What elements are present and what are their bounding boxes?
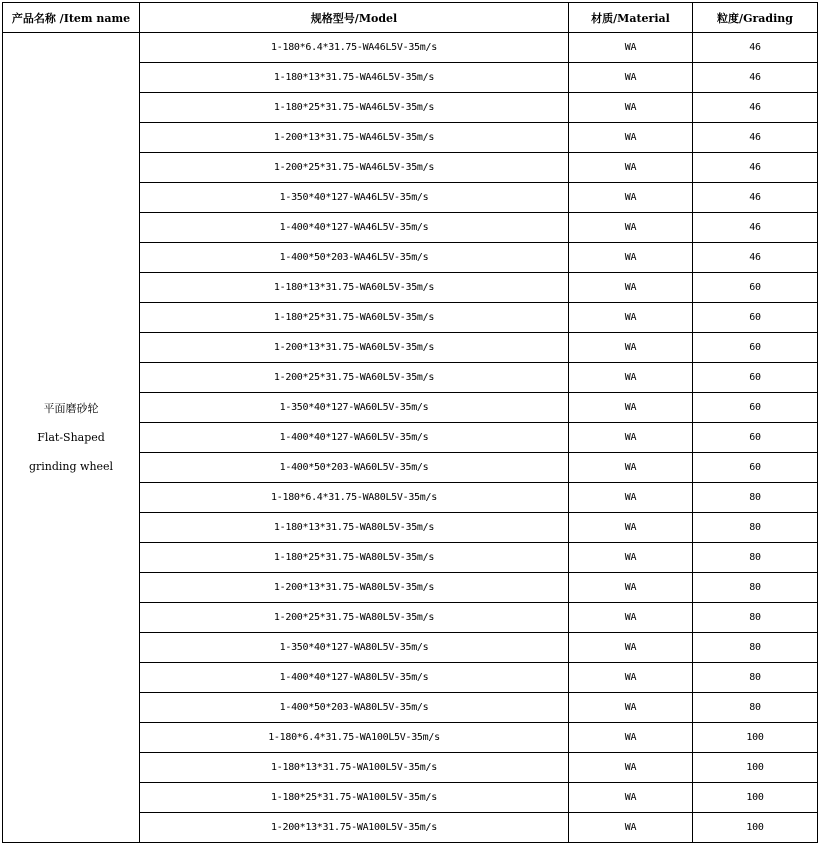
material-cell: WA <box>569 393 693 423</box>
model-cell: 1-180*13*31.75-WA80L5V-35m/s <box>140 513 569 543</box>
grading-cell: 100 <box>693 753 818 783</box>
product-name-cell <box>3 33 140 843</box>
grading-cell: 80 <box>693 513 818 543</box>
grading-cell: 46 <box>693 33 818 63</box>
header-item-name: 产品名称 /Item name <box>3 3 140 33</box>
model-cell: 1-350*40*127-WA80L5V-35m/s <box>140 633 569 663</box>
material-cell: WA <box>569 603 693 633</box>
model-cell: 1-200*13*31.75-WA60L5V-35m/s <box>140 333 569 363</box>
table-body <box>3 33 818 843</box>
model-cell: 1-180*6.4*31.75-WA100L5V-35m/s <box>140 723 569 753</box>
material-cell: WA <box>569 183 693 213</box>
model-cell: 1-400*50*203-WA46L5V-35m/s <box>140 243 569 273</box>
material-cell: WA <box>569 153 693 183</box>
model-cell: 1-400*40*127-WA80L5V-35m/s <box>140 663 569 693</box>
material-cell: WA <box>569 483 693 513</box>
model-cell: 1-400*40*127-WA46L5V-35m/s <box>140 213 569 243</box>
material-cell: WA <box>569 753 693 783</box>
header-row <box>3 3 818 33</box>
grading-cell: 46 <box>693 123 818 153</box>
material-cell: WA <box>569 33 693 63</box>
material-cell: WA <box>569 213 693 243</box>
material-cell: WA <box>569 243 693 273</box>
model-cell: 1-180*13*31.75-WA100L5V-35m/s <box>140 753 569 783</box>
table-row <box>3 33 818 63</box>
material-cell: WA <box>569 93 693 123</box>
model-cell: 1-200*25*31.75-WA60L5V-35m/s <box>140 363 569 393</box>
material-cell: WA <box>569 693 693 723</box>
model-cell: 1-180*6.4*31.75-WA80L5V-35m/s <box>140 483 569 513</box>
product-name-en-line2: grinding wheel <box>28 460 114 473</box>
model-cell: 1-180*6.4*31.75-WA46L5V-35m/s <box>140 33 569 63</box>
material-cell: WA <box>569 363 693 393</box>
grading-cell: 46 <box>693 93 818 123</box>
model-cell: 1-180*25*31.75-WA80L5V-35m/s <box>140 543 569 573</box>
grading-cell: 80 <box>693 603 818 633</box>
grading-cell: 80 <box>693 543 818 573</box>
model-cell: 1-180*25*31.75-WA100L5V-35m/s <box>140 783 569 813</box>
grading-cell: 46 <box>693 63 818 93</box>
model-cell: 1-180*25*31.75-WA46L5V-35m/s <box>140 93 569 123</box>
model-cell: 1-200*13*31.75-WA80L5V-35m/s <box>140 573 569 603</box>
material-cell: WA <box>569 303 693 333</box>
material-cell: WA <box>569 123 693 153</box>
grading-cell: 46 <box>693 243 818 273</box>
grading-cell: 60 <box>693 423 818 453</box>
model-cell: 1-180*25*31.75-WA60L5V-35m/s <box>140 303 569 333</box>
grading-cell: 60 <box>693 273 818 303</box>
material-cell: WA <box>569 633 693 663</box>
grading-cell: 46 <box>693 213 818 243</box>
material-cell: WA <box>569 663 693 693</box>
grading-cell: 46 <box>693 153 818 183</box>
model-cell: 1-400*50*203-WA60L5V-35m/s <box>140 453 569 483</box>
grading-cell: 46 <box>693 183 818 213</box>
model-cell: 1-180*13*31.75-WA60L5V-35m/s <box>140 273 569 303</box>
grading-cell: 60 <box>693 393 818 423</box>
model-cell: 1-400*50*203-WA80L5V-35m/s <box>140 693 569 723</box>
grading-cell: 60 <box>693 303 818 333</box>
material-cell: WA <box>569 543 693 573</box>
material-cell: WA <box>569 333 693 363</box>
model-cell: 1-350*40*127-WA46L5V-35m/s <box>140 183 569 213</box>
header-material: 材质/Material <box>569 3 693 33</box>
grading-cell: 80 <box>693 633 818 663</box>
model-cell: 1-200*13*31.75-WA100L5V-35m/s <box>140 813 569 843</box>
grading-cell: 100 <box>693 723 818 753</box>
model-cell: 1-200*13*31.75-WA46L5V-35m/s <box>140 123 569 153</box>
material-cell: WA <box>569 63 693 93</box>
product-name-en-line1: Flat-Shaped <box>37 431 105 444</box>
model-cell: 1-180*13*31.75-WA46L5V-35m/s <box>140 63 569 93</box>
material-cell: WA <box>569 273 693 303</box>
grading-cell: 100 <box>693 813 818 843</box>
grading-cell: 60 <box>693 453 818 483</box>
grading-cell: 60 <box>693 363 818 393</box>
grading-cell: 80 <box>693 573 818 603</box>
material-cell: WA <box>569 783 693 813</box>
material-cell: WA <box>569 723 693 753</box>
header-grading: 粒度/Grading <box>693 3 818 33</box>
model-cell: 1-350*40*127-WA60L5V-35m/s <box>140 393 569 423</box>
grading-cell: 80 <box>693 483 818 513</box>
material-cell: WA <box>569 453 693 483</box>
grading-cell: 100 <box>693 783 818 813</box>
model-cell: 1-200*25*31.75-WA80L5V-35m/s <box>140 603 569 633</box>
material-cell: WA <box>569 573 693 603</box>
grading-cell: 80 <box>693 663 818 693</box>
product-name-cn: 平面磨砂轮 <box>43 402 99 415</box>
material-cell: WA <box>569 423 693 453</box>
material-cell: WA <box>569 813 693 843</box>
grading-cell: 60 <box>693 333 818 363</box>
grading-cell: 80 <box>693 693 818 723</box>
material-cell: WA <box>569 513 693 543</box>
model-cell: 1-200*25*31.75-WA46L5V-35m/s <box>140 153 569 183</box>
model-cell: 1-400*40*127-WA60L5V-35m/s <box>140 423 569 453</box>
product-spec-table <box>2 2 818 843</box>
header-model: 规格型号/Model <box>140 3 569 33</box>
